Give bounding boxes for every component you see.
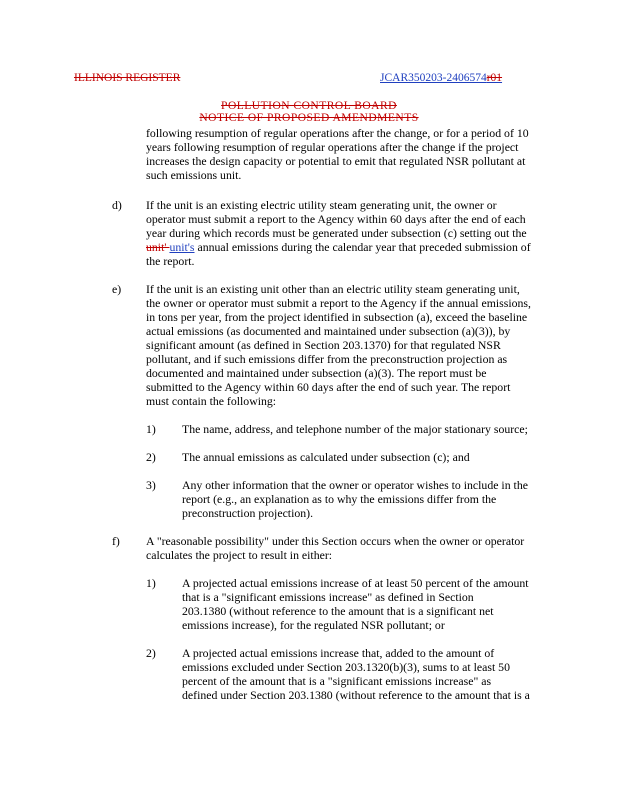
text-line: defined under Section 203.1380 (without reference to the amount that is a xyxy=(182,688,530,702)
text-fragment: annual emissions during the calendar year that preceded submission of xyxy=(194,240,531,254)
text-line: 203.1380 (without reference to the amount that is a significant net xyxy=(182,604,494,618)
board-title: POLLUTION CONTROL BOARD xyxy=(221,100,397,112)
item-e3-label: 3) xyxy=(146,478,156,492)
item-e1-label: 1) xyxy=(146,422,156,436)
text-line: A projected actual emissions increase of at least 50 percent of the amount xyxy=(182,576,529,590)
item-e1-text xyxy=(182,422,584,436)
subsection-f-text xyxy=(146,534,586,562)
text-line: percent of the amount that is a "significant emissions increase" as xyxy=(182,674,492,688)
continuation-text xyxy=(146,126,586,182)
text-line: increases the design capacity or potential to emit that regulated NSR pollutant at xyxy=(146,154,526,168)
text-line: If the unit is an existing electric utility steam generating unit, the owner or xyxy=(146,198,497,212)
item-f1-text xyxy=(182,576,584,632)
subsection-d-text xyxy=(146,198,586,268)
jcar-code-inserted: JCAR350203-2406574 xyxy=(380,72,487,84)
text-line: A "reasonable possibility" under this Section occurs when the owner or operator xyxy=(146,534,525,548)
subsection-d-label: d) xyxy=(112,198,122,212)
text-line: following resumption of regular operations after the change, or for a period of 10 xyxy=(146,126,529,140)
item-f2-text xyxy=(182,646,584,702)
text-line: The annual emissions as calculated under subsection (c); and xyxy=(182,450,470,464)
item-f2-label: 2) xyxy=(146,646,156,660)
subsection-f-label: f) xyxy=(112,534,120,548)
text-line: preconstruction projection). xyxy=(182,506,314,520)
text-line: documented and maintained under subsection (a)(3). The report must be xyxy=(146,366,487,380)
text-line: in tons per year, from the project identified in subsection (a), exceed the baseline xyxy=(146,310,528,324)
text-line: calculates the project to result in either: xyxy=(146,548,333,562)
item-e2-text xyxy=(182,450,584,464)
text-line: significant amount (as defined in Section 203.1370) for that regulated NSR xyxy=(146,338,501,352)
jcar-code-deleted: r01 xyxy=(486,72,503,84)
text-line: A projected actual emissions increase that, added to the amount of xyxy=(182,646,495,660)
text-line: report (e.g., an explanation as to why the emissions differ from the xyxy=(182,492,497,506)
text-line: submitted to the Agency within 60 days after the end of such year. The report xyxy=(146,380,511,394)
text-line: operator must submit a report to the Agency within 60 days after the end of each xyxy=(146,212,526,226)
text-line: Any other information that the owner or operator wishes to include in the xyxy=(182,478,528,492)
item-f1-label: 1) xyxy=(146,576,156,590)
text-line xyxy=(146,240,586,254)
jcar-code xyxy=(380,72,502,84)
item-e2-label: 2) xyxy=(146,450,156,464)
text-line: year during which records must be generated under subsection (c) setting out the xyxy=(146,226,527,240)
text-line: years following resumption of regular operations after the change if the project xyxy=(146,140,519,154)
notice-title: NOTICE OF PROPOSED AMENDMENTS xyxy=(199,112,419,124)
text-line: emissions excluded under Section 203.1320(b)(3), sums to at least 50 xyxy=(182,660,510,674)
deleted-text: unit' xyxy=(146,240,170,254)
text-line: emissions increase), for the regulated NSR pollutant; or xyxy=(182,618,445,632)
inserted-text: unit's xyxy=(169,240,195,254)
text-line: the owner or operator must submit a report to the Agency if the annual emissions, xyxy=(146,296,531,310)
text-line: The name, address, and telephone number of the major stationary source; xyxy=(182,422,528,436)
item-e3-text xyxy=(182,478,584,520)
text-line: that is a "significant emissions increase" as defined in Section xyxy=(182,590,474,604)
subsection-e-label: e) xyxy=(112,282,122,296)
text-line: must contain the following: xyxy=(146,394,277,408)
text-line: If the unit is an existing unit other than an electric utility steam generating unit, xyxy=(146,282,520,296)
subsection-e-text xyxy=(146,282,586,408)
text-line: pollutant, and if such emissions differ from the preconstruction projection as xyxy=(146,352,508,366)
register-header: ILLINOIS REGISTER xyxy=(74,72,181,84)
text-line: actual emissions (as documented and maintained under subsection (a)(3)), by xyxy=(146,324,511,338)
text-line: the report. xyxy=(146,254,195,268)
text-line: such emissions unit. xyxy=(146,168,242,182)
